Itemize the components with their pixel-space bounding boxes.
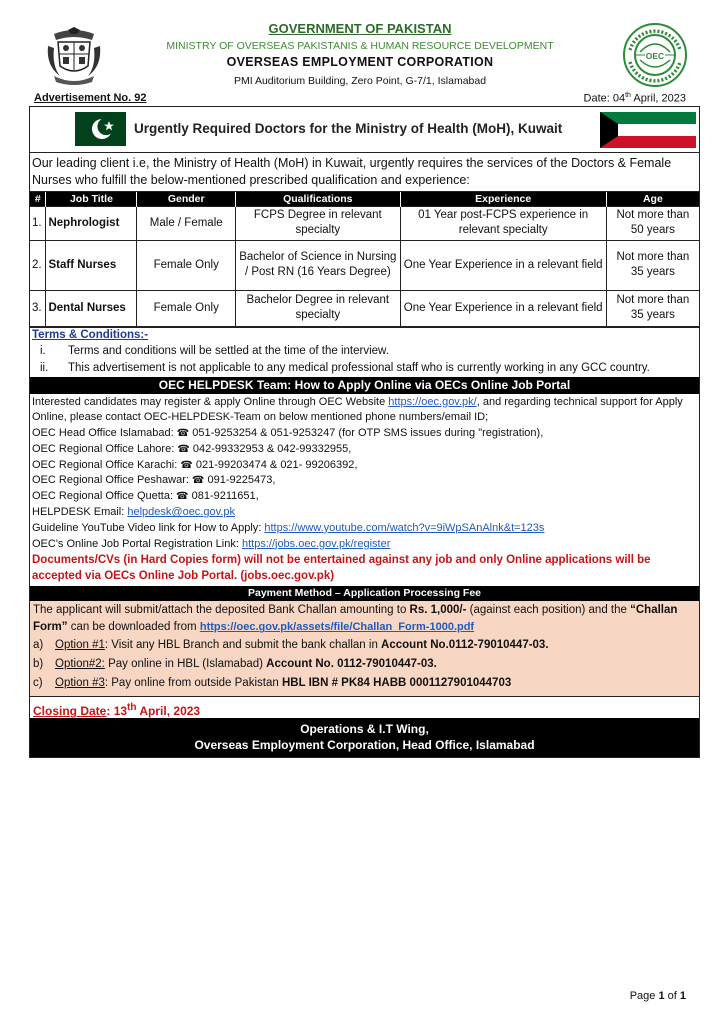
closing-date: Closing Date: 13th April, 2023 bbox=[30, 696, 699, 718]
office-contact-row: OEC Head Office Islamabad: ☎ 051-9253254 & 051-9253247 (for OTP SMS issues during "registration), bbox=[32, 427, 544, 440]
oec-website-link[interactable]: https://oec.gov.pk/ bbox=[388, 395, 477, 408]
row-number: 3. bbox=[30, 290, 46, 326]
helpdesk-email-link[interactable]: helpdesk@oec.gov.pk bbox=[127, 506, 235, 519]
job-title: Dental Nurses bbox=[46, 290, 137, 326]
phone-icon: ☎ bbox=[177, 443, 190, 455]
phone-icon: ☎ bbox=[191, 475, 205, 487]
gender: Male / Female bbox=[137, 206, 236, 240]
term-text: This advertisement is not applicable to any medical professional staff who is currently working in any GCC country. bbox=[68, 361, 650, 374]
qualification: Bachelor Degree in relevant specialty bbox=[236, 290, 400, 326]
office-contact-row: OEC Regional Office Quetta: ☎ 081-9211651, bbox=[32, 490, 259, 503]
payment-section bbox=[30, 601, 699, 696]
job-title: Staff Nurses bbox=[46, 240, 137, 290]
table-row bbox=[30, 206, 699, 240]
terms-and-conditions bbox=[30, 327, 699, 377]
office-contact-row: OEC Regional Office Karachi: ☎ 021-99203474 & 021- 99206392, bbox=[32, 458, 358, 471]
column-header-age: Age bbox=[606, 192, 699, 206]
svg-text:OEC: OEC bbox=[645, 51, 665, 61]
list-item: a) Option #1: Visit any HBL Branch and submit the bank challan in Account No.0112-79010447-03. bbox=[33, 639, 549, 652]
pakistan-flag-icon bbox=[58, 112, 126, 146]
ministry-title: MINISTRY OF OVERSEAS PAKISTANIS & HUMAN RESOURCE DEVELOPMENT bbox=[166, 40, 554, 52]
payment-heading: Payment Method – Application Processing Fee bbox=[30, 586, 699, 601]
helpdesk-intro: Interested candidates may register & apply Online through OEC Website https://oec.gov.pk/, and regarding technical support for Apply Online, please contact OEC-HELPDESK-Team on below mentioned phone numbers/email ID; bbox=[32, 395, 683, 424]
letterhead bbox=[0, 0, 720, 92]
row-number: 2. bbox=[30, 240, 46, 290]
age-limit: Not more than 35 years bbox=[606, 290, 699, 326]
youtube-guide-link[interactable]: https://www.youtube.com/watch?v=9iWpSAnAlnk&t=123s bbox=[264, 521, 545, 534]
intro-paragraph: Our leading client i.e, the Ministry of Health (MoH) in Kuwait, urgently requires the services of the Doctors & Female Nurses who fulfill the below-mentioned prescribed qualification and experience: bbox=[30, 153, 699, 192]
term-numeral: i. bbox=[40, 344, 46, 357]
option-label: Option#2: bbox=[55, 658, 105, 671]
issuing-office bbox=[30, 718, 699, 757]
kuwait-flag-icon bbox=[600, 112, 696, 148]
qualification: FCPS Degree in relevant specialty bbox=[236, 206, 400, 240]
row-number: 1. bbox=[30, 206, 46, 240]
office-contact-row: OEC Regional Office Peshawar: ☎ 091-9225473, bbox=[32, 474, 276, 487]
helpdesk-email-row: HELPDESK Email: helpdesk@oec.gov.pk bbox=[32, 506, 235, 519]
portal-registration-row: OEC's Online Job Portal Registration Link: https://jobs.oec.gov.pk/register bbox=[32, 537, 391, 550]
title-banner bbox=[30, 107, 699, 153]
option-label: Option #1 bbox=[55, 639, 105, 652]
helpdesk-heading: OEC HELPDESK Team: How to Apply Online via OECs Online Job Portal bbox=[30, 377, 699, 394]
phone-icon: ☎ bbox=[176, 491, 189, 503]
gender: Female Only bbox=[137, 290, 236, 326]
job-title: Nephrologist bbox=[46, 206, 137, 240]
terms-heading: Terms & Conditions:- bbox=[32, 328, 149, 341]
column-header-number: # bbox=[30, 192, 46, 206]
column-header-gender: Gender bbox=[137, 192, 236, 206]
helpdesk-section bbox=[30, 394, 699, 587]
list-item bbox=[32, 343, 697, 360]
table-header-row bbox=[30, 192, 699, 206]
column-header-job-title: Job Title bbox=[46, 192, 137, 206]
term-numeral: ii. bbox=[40, 361, 49, 374]
government-title: GOVERNMENT OF PAKISTAN bbox=[268, 21, 452, 36]
table-row bbox=[30, 240, 699, 290]
gender: Female Only bbox=[137, 240, 236, 290]
portal-registration-link[interactable]: https://jobs.oec.gov.pk/register bbox=[241, 537, 391, 550]
challan-form-link[interactable]: https://oec.gov.pk/assets/file/Challan_Form-1000.pdf bbox=[199, 621, 475, 634]
advertisement-body bbox=[29, 106, 700, 758]
age-limit: Not more than 35 years bbox=[606, 240, 699, 290]
corporation-address: PMI Auditorium Building, Zero Point, G-7/1, Islamabad bbox=[233, 75, 487, 87]
oec-logo-icon bbox=[622, 22, 688, 88]
phone-icon: ☎ bbox=[180, 459, 193, 471]
payment-instructions: The applicant will submit/attach the deposited Bank Challan amounting to Rs. 1,000/- (against each position) and the “Challan Form” can be downloaded from https://oec.gov.pk/assets/file/Challan_Form-1000.pdf bbox=[33, 604, 678, 634]
phone-icon: ☎ bbox=[176, 428, 190, 440]
corporation-title: OVERSEAS EMPLOYMENT CORPORATION bbox=[226, 55, 494, 69]
column-header-qualifications: Qualifications bbox=[236, 192, 400, 206]
youtube-guide-row: Guideline YouTube Video link for How to Apply: https://www.youtube.com/watch?v=9iWpSAnAlnk&t=123s bbox=[32, 521, 545, 534]
table-row bbox=[30, 290, 699, 326]
experience: One Year Experience in a relevant field bbox=[400, 290, 606, 326]
advertisement-date: Date: 04th April, 2023 bbox=[583, 92, 686, 105]
office-contact-row: OEC Regional Office Lahore: ☎ 042-99332953 & 042-99332955, bbox=[32, 442, 352, 455]
column-header-experience: Experience bbox=[400, 192, 606, 206]
experience: One Year Experience in a relevant field bbox=[400, 240, 606, 290]
age-limit: Not more than 50 years bbox=[606, 206, 699, 240]
advertisement-title: Urgently Required Doctors for the Ministry of Health (MoH), Kuwait bbox=[134, 121, 563, 136]
page-number: Page 1 of 1 bbox=[629, 990, 686, 1002]
experience: 01 Year post-FCPS experience in relevant specialty bbox=[400, 206, 606, 240]
issuing-wing: Operations & I.T Wing, bbox=[300, 722, 429, 737]
advertisement-number: Advertisement No. 92 bbox=[34, 92, 147, 104]
option-label: Option #3 bbox=[55, 677, 105, 690]
qualification: Bachelor of Science in Nursing / Post RN (16 Years Degree) bbox=[236, 240, 400, 290]
hard-copy-warning: Documents/CVs (in Hard Copies form) will not be entertained against any job and only Online applications will be accepted via OECs Online Job Portal. (jobs.oec.gov.pk) bbox=[32, 554, 651, 583]
issuing-office-address: Overseas Employment Corporation, Head Office, Islamabad bbox=[194, 738, 535, 753]
list-item: c) Option #3: Pay online from outside Pakistan HBL IBN # PK84 HABB 0001127901044703 bbox=[33, 677, 512, 690]
job-vacancy-table bbox=[30, 192, 699, 327]
term-text: Terms and conditions will be settled at the time of the interview. bbox=[68, 344, 389, 357]
list-item: b) Option#2: Pay online in HBL (Islamabad) Account No. 0112-79010447-03. bbox=[33, 658, 437, 671]
list-item bbox=[32, 360, 697, 377]
